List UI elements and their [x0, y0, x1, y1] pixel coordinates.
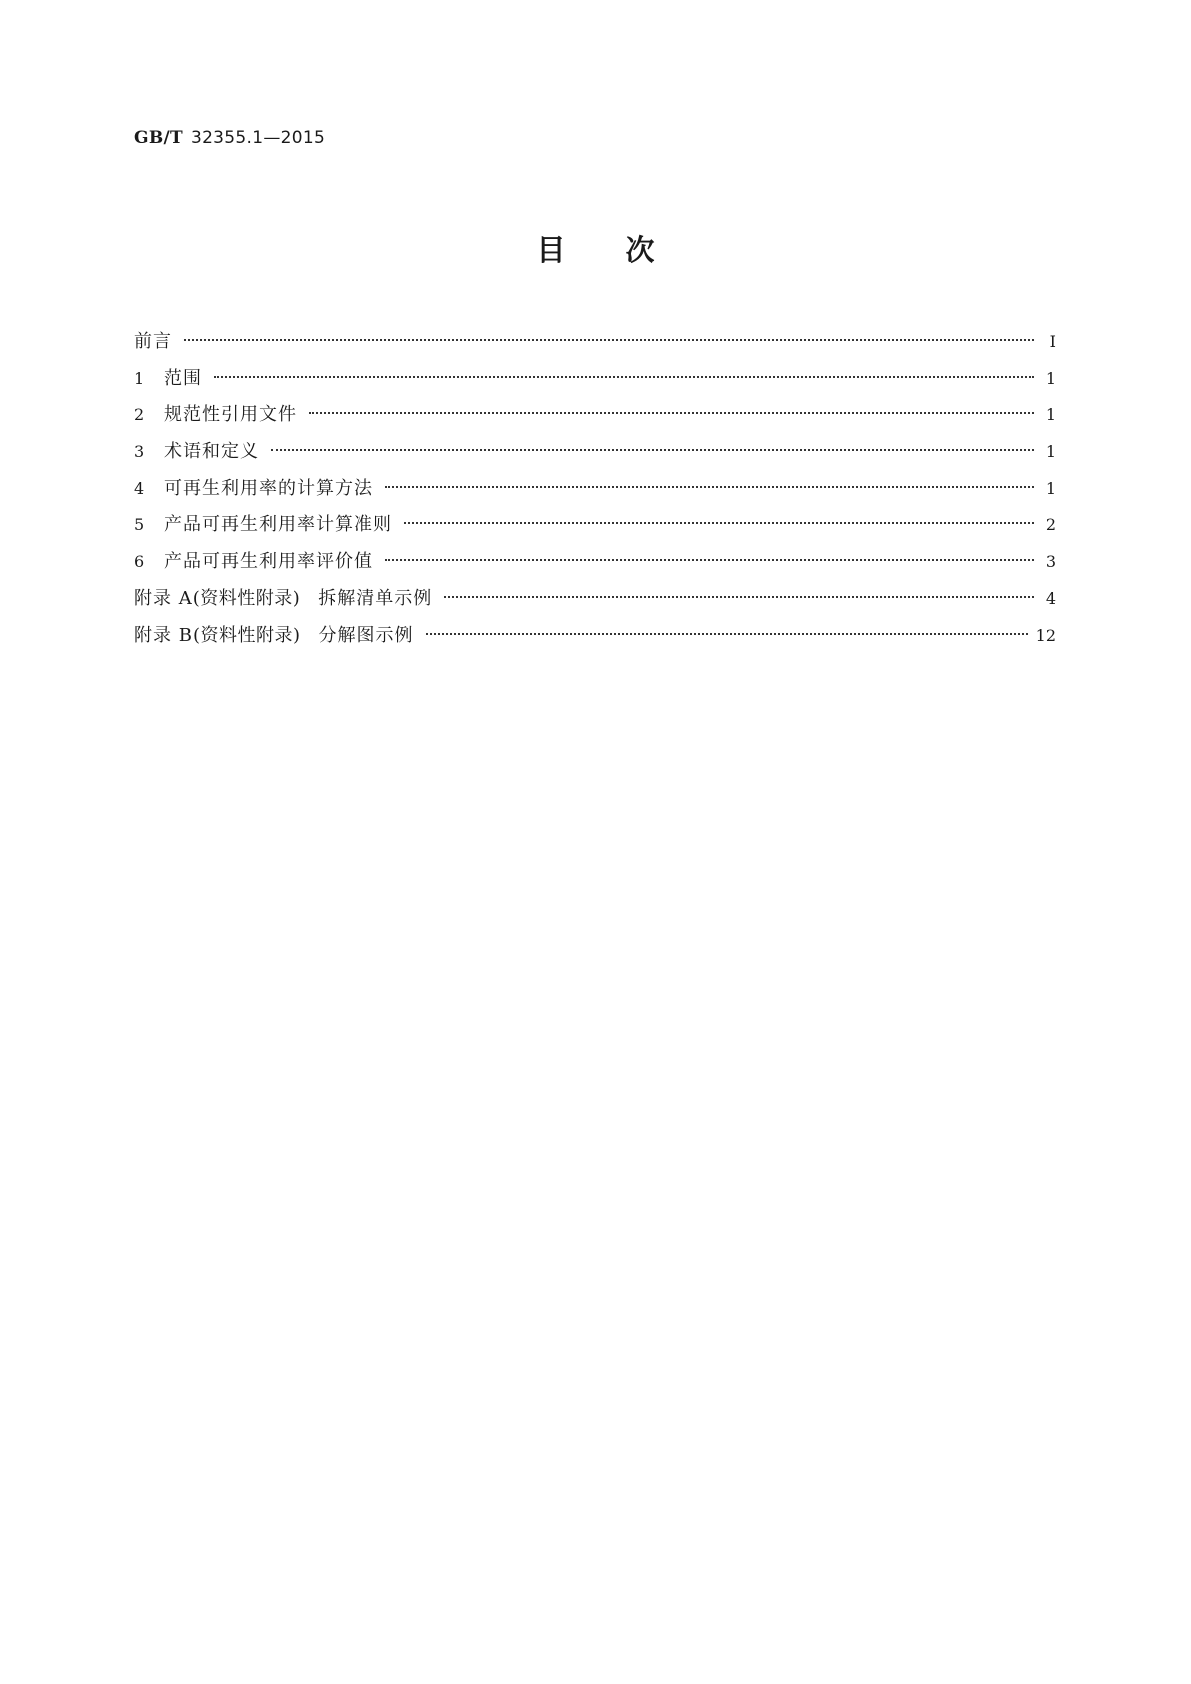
standard-code-header	[134, 128, 325, 148]
toc-entry-page: 3	[1045, 552, 1056, 572]
toc-annex-note: (资料性附录)	[192, 624, 301, 646]
toc-entry-page: 1	[1045, 405, 1056, 425]
toc-annex-title: 拆解清单示例	[318, 587, 433, 609]
dot-leader	[385, 486, 1034, 488]
table-of-contents	[134, 327, 1056, 657]
toc-entry-label: 术语和定义	[164, 441, 259, 463]
toc-annex-label: 附录 A	[134, 587, 193, 609]
toc-entry-page: Ⅰ	[1049, 332, 1056, 351]
toc-annex-label: 附录 B	[134, 624, 193, 646]
toc-entry-label: 范围	[164, 367, 202, 389]
toc-entry-page: 12	[1035, 625, 1056, 645]
toc-entry-page: 4	[1045, 588, 1056, 608]
toc-annex-title: 分解图示例	[318, 624, 414, 646]
toc-entry-page: 2	[1045, 515, 1056, 535]
toc-title: 目次	[536, 233, 715, 267]
toc-entry-annex-a[interactable]	[134, 584, 1056, 621]
toc-annex-heading	[134, 584, 432, 610]
dot-leader	[426, 633, 1028, 635]
dot-leader	[184, 339, 1034, 341]
dot-leader	[385, 559, 1034, 561]
toc-entry-label: 可再生利用率的计算方法	[164, 477, 373, 499]
dot-leader	[309, 412, 1034, 414]
toc-entry-normative-references[interactable]	[134, 400, 1056, 437]
toc-entry-page: 1	[1045, 442, 1056, 462]
standard-prefix: GB/T	[134, 128, 183, 148]
toc-entry-page: 1	[1045, 368, 1056, 388]
toc-entry-label: 规范性引用文件	[164, 404, 297, 426]
dot-leader	[214, 376, 1034, 378]
toc-entry-scope[interactable]	[134, 364, 1056, 401]
toc-entry-number: 5	[134, 515, 145, 535]
toc-entry-annex-b[interactable]	[134, 621, 1056, 658]
toc-entry-foreword[interactable]	[134, 327, 1056, 364]
toc-entry-label: 前言	[134, 331, 172, 352]
toc-entry-number: 6	[134, 552, 145, 572]
dot-leader	[404, 522, 1034, 524]
toc-entry-evaluation-values[interactable]	[134, 547, 1056, 584]
standard-number: 32355.1—2015	[190, 128, 326, 148]
toc-entry-label: 产品可再生利用率评价值	[164, 551, 373, 573]
toc-entry-calculation-method[interactable]	[134, 474, 1056, 511]
toc-entry-label: 产品可再生利用率计算准则	[164, 514, 392, 536]
dot-leader	[444, 596, 1034, 598]
toc-entry-page: 1	[1045, 478, 1056, 498]
toc-entry-number: 4	[134, 478, 145, 498]
toc-entry-number: 1	[134, 368, 145, 388]
dot-leader	[271, 449, 1034, 451]
toc-entry-number: 3	[134, 442, 145, 462]
toc-entry-terms-definitions[interactable]	[134, 437, 1056, 474]
toc-annex-heading	[134, 621, 414, 647]
toc-entry-number: 2	[134, 405, 145, 425]
toc-entry-calculation-rules[interactable]	[134, 510, 1056, 547]
toc-annex-note: (资料性附录)	[192, 587, 301, 609]
